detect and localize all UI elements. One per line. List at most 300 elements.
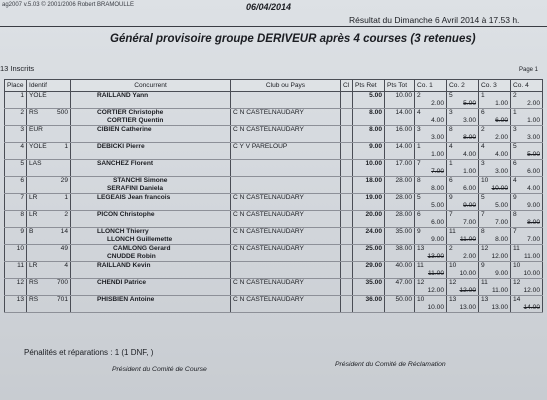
cell-race-2 [447,228,479,245]
cell-club [231,194,341,211]
cell-pts-tot [385,296,415,313]
cell-identif [27,160,71,177]
cell-pts-tot [385,262,415,279]
race-points: 6.00 [431,218,444,226]
race-rank: 9 [417,228,421,235]
col-club: Club ou Pays [231,80,341,92]
points-total: 10.00 [395,92,412,99]
cell-concurrent [71,143,231,160]
club-name: C N CASTELNAUDARY [233,245,304,252]
points-retained: 10.00 [365,160,382,167]
cell-race-2 [447,92,479,109]
cell-race-3 [479,245,511,262]
cell-race-1 [415,177,447,194]
race-points: 2.00 [495,133,508,141]
race-points: 9.00 [463,201,476,209]
place-value: 11 [17,262,24,269]
cell-identif [27,126,71,143]
race-rank: 5 [449,92,453,99]
entries-count: 13 Inscrits [0,64,35,73]
race-rank: 5 [417,194,421,201]
race-points: 2.00 [431,99,444,107]
race-rank: 13 [449,296,457,303]
sail-number: 1 [64,143,68,150]
cell-cl [341,160,353,177]
crew-name: CORTIER Quentin [107,116,164,124]
class-code: EUR [29,126,43,133]
page-title: Général provisoire groupe DERIVEUR après 4 courses (3 retenues) [110,33,476,45]
sail-number: 700 [56,279,68,286]
race-points: 2.00 [463,252,476,260]
skipper-name: SANCHEZ Florent [97,160,154,167]
cell-cl [341,109,353,126]
cell-race-3 [479,143,511,160]
race-points: 9.00 [495,269,508,277]
cell-race-4 [511,109,543,126]
cell-race-1 [415,228,447,245]
race-rank: 2 [449,245,453,252]
race-rank: 9 [481,262,485,269]
cell-place [5,296,27,313]
points-total: 28.00 [395,177,412,184]
cell-identif [27,262,71,279]
cell-cl [341,211,353,228]
points-total: 14.00 [395,109,412,116]
club-name: C N CASTELNAUDARY [233,194,304,201]
skipper-name: PHISBIEN Antoine [97,296,155,303]
race-points: 13.00 [427,252,444,260]
cell-identif [27,211,71,228]
points-retained: 24.00 [365,228,382,235]
cell-race-2 [447,109,479,126]
cell-race-4 [511,177,543,194]
cell-race-1 [415,160,447,177]
points-total: 38.00 [395,245,412,252]
cell-club [231,296,341,313]
table-row [5,245,543,262]
class-code: LR [29,194,38,201]
cell-place [5,143,27,160]
points-retained: 18.00 [365,177,382,184]
cell-concurrent [71,92,231,109]
points-retained: 8.00 [369,109,382,116]
class-code: LR [29,211,38,218]
cell-race-2 [447,143,479,160]
points-total: 28.00 [395,211,412,218]
cell-identif [27,92,71,109]
cell-pts-ret [353,92,385,109]
table-row [5,160,543,177]
points-retained: 29.00 [365,262,382,269]
crew-name: LLONCH Guillemette [107,235,173,243]
race-rank: 13 [481,296,489,303]
cell-race-2 [447,262,479,279]
skipper-name: PICON Christophe [97,211,155,218]
race-points: 7.00 [527,235,540,243]
race-rank: 6 [449,177,453,184]
race-rank: 8 [417,177,421,184]
cell-race-2 [447,194,479,211]
club-name: C Y V PARELOUP [233,143,288,150]
race-points: 5.00 [463,99,476,107]
cell-concurrent [71,160,231,177]
race-rank: 14 [513,296,521,303]
race-rank: 1 [417,143,421,150]
race-rank: 13 [417,245,425,252]
class-code: LR [29,262,38,269]
cell-pts-tot [385,228,415,245]
race-rank: 6 [481,109,485,116]
cell-cl [341,126,353,143]
cell-place [5,126,27,143]
cell-pts-tot [385,92,415,109]
crew-name: SERAFINI Daniela [107,184,164,192]
cell-concurrent [71,109,231,126]
race-points: 3.00 [431,133,444,141]
race-points: 6.00 [527,167,540,175]
race-rank: 10 [513,262,521,269]
race-points: 4.00 [495,150,508,158]
cell-concurrent [71,177,231,194]
race-points: 2.00 [527,99,540,107]
race-points: 4.00 [527,184,540,192]
race-points: 14.00 [523,303,540,311]
race-points: 4.00 [431,116,444,124]
race-points: 11.00 [523,252,540,260]
cell-identif [27,109,71,126]
place-value: 9 [20,228,24,235]
race-points: 10.00 [427,303,444,311]
table-row [5,194,543,211]
cell-race-4 [511,279,543,296]
cell-pts-tot [385,245,415,262]
race-points: 9.00 [431,235,444,243]
cell-club [231,92,341,109]
race-rank: 4 [481,143,485,150]
cell-place [5,109,27,126]
cell-place [5,177,27,194]
skipper-name: CIBIEN Catherine [97,126,152,133]
place-value: 13 [16,296,24,303]
skipper-name: DEBICKI Pierre [97,143,145,150]
cell-place [5,228,27,245]
race-rank: 9 [449,194,453,201]
sail-number: 14 [60,228,68,235]
cell-pts-ret [353,262,385,279]
cell-club [231,160,341,177]
race-rank: 7 [481,211,485,218]
signature-course: Président du Comité de Course [112,366,207,373]
race-rank: 10 [449,262,457,269]
sail-number: 2 [64,211,68,218]
race-rank: 10 [481,177,489,184]
header-divider [0,26,547,27]
col-identif: Identif [27,80,71,92]
cell-cl [341,194,353,211]
sail-number: 49 [60,245,68,252]
table-row [5,109,543,126]
sail-number: 29 [60,177,68,184]
cell-pts-ret [353,245,385,262]
cell-pts-tot [385,109,415,126]
col-pts-tot: Pts Tot [385,80,415,92]
col-co3: Co. 3 [479,80,511,92]
sail-number: 701 [56,296,68,303]
race-rank: 4 [417,109,421,116]
table-row [5,296,543,313]
race-rank: 11 [417,262,424,269]
race-points: 11.00 [491,286,508,294]
class-code: RS [29,279,39,286]
race-points: 12.00 [427,286,444,294]
cell-race-1 [415,126,447,143]
col-co1: Co. 1 [415,80,447,92]
skipper-name: CAMLONG Gerard [113,245,171,252]
cell-pts-ret [353,160,385,177]
cell-concurrent [71,245,231,262]
cell-pts-ret [353,228,385,245]
cell-pts-tot [385,143,415,160]
cell-race-3 [479,160,511,177]
table-row [5,92,543,109]
sail-number: 1 [64,194,68,201]
race-rank: 11 [481,279,488,286]
club-name: C N CASTELNAUDARY [233,228,304,235]
cell-club [231,211,341,228]
race-rank: 3 [417,126,421,133]
race-points: 10.00 [523,269,540,277]
place-value: 3 [20,126,24,133]
table-row [5,279,543,296]
cell-cl [341,262,353,279]
cell-club [231,245,341,262]
race-points: 1.00 [527,116,540,124]
cell-race-4 [511,245,543,262]
race-points: 8.00 [495,235,508,243]
race-points: 7.00 [463,218,476,226]
cell-club [231,279,341,296]
cell-race-4 [511,160,543,177]
points-total: 16.00 [395,126,412,133]
race-rank: 7 [513,228,517,235]
cell-pts-ret [353,211,385,228]
race-points: 1.00 [495,99,508,107]
race-rank: 3 [481,160,485,167]
cell-concurrent [71,279,231,296]
cell-concurrent [71,126,231,143]
race-points: 4.00 [463,150,476,158]
race-rank: 7 [449,211,453,218]
cell-concurrent [71,211,231,228]
race-rank: 4 [449,143,453,150]
points-total: 14.00 [395,143,412,150]
race-rank: 3 [513,126,517,133]
cell-race-1 [415,92,447,109]
class-code: RS [29,296,39,303]
cell-identif [27,143,71,160]
points-total: 40.00 [395,262,412,269]
cell-race-1 [415,194,447,211]
race-points: 11.00 [427,269,444,277]
skipper-name: CHENDI Patrice [97,279,147,286]
race-points: 10.00 [491,184,508,192]
race-rank: 1 [513,109,517,116]
race-rank: 8 [481,228,485,235]
cell-race-2 [447,177,479,194]
cell-race-1 [415,211,447,228]
col-co4: Co. 4 [511,80,543,92]
cell-race-2 [447,211,479,228]
col-concurrent: Concurrent [71,80,231,92]
points-total: 47.00 [395,279,412,286]
race-rank: 12 [513,279,521,286]
cell-place [5,160,27,177]
cell-club [231,143,341,160]
place-value: 4 [20,143,24,150]
cell-race-3 [479,228,511,245]
table-row [5,262,543,279]
race-points: 5.00 [495,201,508,209]
race-points: 13.00 [491,303,508,311]
cell-race-3 [479,279,511,296]
table-row [5,211,543,228]
skipper-name: STANCHI Simone [113,177,168,184]
points-total: 50.00 [395,296,412,303]
class-code: YOLE [29,143,47,150]
result-timestamp: Résultat du Dimanche 6 Avril 2014 à 17.53 h. [349,15,520,25]
cell-pts-ret [353,194,385,211]
class-code: YOLE [29,92,47,99]
race-rank: 2 [513,92,517,99]
sail-number: 4 [64,262,68,269]
cell-pts-ret [353,296,385,313]
race-rank: 10 [417,296,425,303]
cell-race-3 [479,92,511,109]
race-points: 8.00 [463,133,476,141]
cell-club [231,177,341,194]
points-total: 28.00 [395,194,412,201]
race-rank: 2 [417,92,421,99]
race-points: 3.00 [463,116,476,124]
cell-race-4 [511,194,543,211]
cell-cl [341,143,353,160]
class-code: LAS [29,160,42,167]
race-points: 3.00 [527,133,540,141]
race-rank: 12 [481,245,489,252]
race-points: 12.00 [491,252,508,260]
cell-pts-tot [385,211,415,228]
race-points: 1.00 [463,167,476,175]
place-value: 2 [20,109,24,116]
race-rank: 11 [449,228,456,235]
cell-place [5,262,27,279]
race-points: 6.00 [495,116,508,124]
place-value: 7 [20,194,24,201]
cell-cl [341,177,353,194]
cell-race-2 [447,160,479,177]
race-rank: 4 [513,177,517,184]
cell-pts-tot [385,126,415,143]
cell-cl [341,92,353,109]
skipper-name: CORTIER Christophe [97,109,164,116]
cell-race-4 [511,296,543,313]
cell-cl [341,228,353,245]
race-points: 7.00 [495,218,508,226]
race-rank: 7 [417,160,421,167]
cell-race-1 [415,109,447,126]
place-value: 12 [16,279,24,286]
cell-race-3 [479,126,511,143]
table-row [5,143,543,160]
race-rank: 6 [417,211,421,218]
page-number: Page 1 [519,67,539,73]
cell-race-4 [511,143,543,160]
points-retained: 36.00 [365,296,382,303]
skipper-name: RAILLAND Kevin [97,262,151,269]
cell-club [231,126,341,143]
cell-race-3 [479,211,511,228]
place-value: 5 [20,160,24,167]
points-retained: 25.00 [365,245,382,252]
table-header-row [5,80,543,92]
table-row [5,126,543,143]
cell-pts-ret [353,279,385,296]
cell-pts-tot [385,279,415,296]
race-points: 12.00 [523,286,540,294]
cell-pts-ret [353,109,385,126]
race-rank: 12 [449,279,457,286]
cell-place [5,245,27,262]
cell-race-2 [447,126,479,143]
cell-place [5,194,27,211]
race-rank: 11 [513,245,520,252]
cell-pts-tot [385,194,415,211]
points-retained: 35.00 [365,279,382,286]
race-points: 11.00 [459,235,476,243]
cell-race-1 [415,245,447,262]
race-rank: 1 [481,92,485,99]
cell-pts-ret [353,177,385,194]
cell-cl [341,296,353,313]
club-name: C N CASTELNAUDARY [233,211,304,218]
club-name: C N CASTELNAUDARY [233,296,304,303]
race-rank: 12 [417,279,425,286]
cell-concurrent [71,296,231,313]
cell-pts-tot [385,177,415,194]
points-total: 35.00 [395,228,412,235]
cell-race-1 [415,262,447,279]
cell-cl [341,279,353,296]
cell-race-3 [479,194,511,211]
cell-club [231,109,341,126]
class-code: B [29,228,34,235]
sheet-date: 06/04/2014 [246,2,292,12]
race-points: 12.00 [459,286,476,294]
cell-race-2 [447,279,479,296]
cell-identif [27,194,71,211]
cell-place [5,211,27,228]
race-rank: 2 [481,126,485,133]
cell-concurrent [71,194,231,211]
cell-place [5,279,27,296]
cell-race-1 [415,279,447,296]
cell-identif [27,245,71,262]
cell-club [231,228,341,245]
cell-race-1 [415,143,447,160]
col-cl: Cl [341,80,353,92]
table-row [5,228,543,245]
col-place: Place [5,80,27,92]
